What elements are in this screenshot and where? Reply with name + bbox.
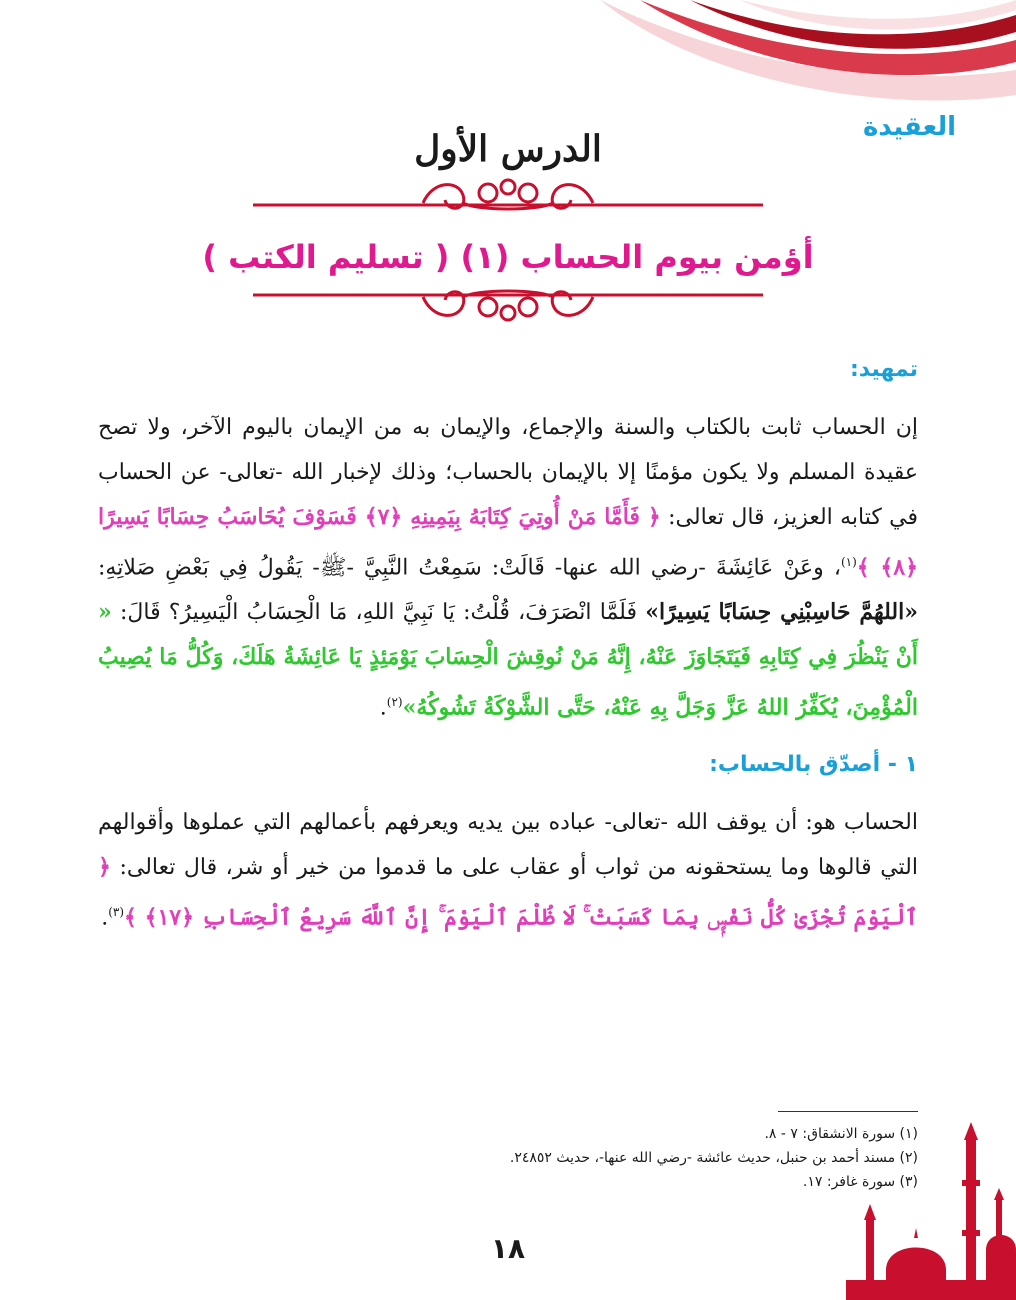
lesson-label: الدرس الأول (414, 128, 602, 170)
footnotes (218, 1122, 918, 1194)
lesson-main-title: أؤمن بيوم الحساب (١) ( تسليم الكتب ) (202, 238, 814, 276)
footnote-ref-1: (١) (840, 555, 857, 569)
subject-label: العقيدة (862, 112, 956, 142)
footnote-1: (١) سورة الانشقاق: ٧ - ٨. (764, 1126, 918, 1142)
intro-text-2: ، وعَنْ عَائِشَةَ -رضي الله عنها- قَالَتْ: سَمِعْتُ النَّبِيَّ -ﷺ- يَقُولُ فِي بَعْضِ صَلاتِهِ: (98, 555, 841, 581)
corner-ribbon-decoration (0, 0, 1016, 200)
intro-text-3: فَلَمَّا انْصَرَفَ، قُلْتُ: يَا نَبِيَّ اللهِ، مَا الْحِسَابُ الْيَسِيرُ؟ قَالَ: (111, 600, 646, 626)
page-number: ١٨ (490, 1232, 526, 1265)
intro-heading: تمهيد: (849, 357, 918, 382)
bottom-ornament-divider (253, 285, 763, 325)
hadith-quote-2: « أَنْ يَنْظُرَ فِي كِتَابِهِ فَيَتَجَاوَزَ عَنْهُ، إِنَّهُ مَنْ نُوقِشَ الْحِسَابَ يَوْمَئِذٍ يَا عَائِشَةُ هَلَكَ، وَكُلُّ مَا يُصِيبُ الْمُؤْمِنَ، يُكَفِّرُ اللهُ عَزَّ وَجَلَّ بِهِ عَنْهُ، حَتَّى الشَّوْكَةُ تَشُوكُهُ» (98, 599, 918, 721)
footnote-ref-3: (٣) (108, 905, 125, 919)
top-ornament-divider (253, 175, 763, 215)
footnote-2: (٢) مسند أحمد بن حنبل، حديث عائشة -رضي الله عنها-، حديث ٢٤٨٥٢. (509, 1150, 918, 1166)
section-1-paragraph (98, 800, 918, 940)
quran-verse-1: ﴿ فَأَمَّا مَنْ أُوتِيَ كِتَابَهُ بِيَمِينِهِ ﴿٧﴾ فَسَوْفَ يُحَاسَبُ حِسَابًا يَسِيرًا ﴿٨﴾ ﴾ (98, 504, 918, 581)
quran-verse-2: ﴿ ٱلْيَوْمَ تُجْزَىٰ كُلُّ نَفْسٍۭ بِمَا كَسَبَتْ ۚ لَا ظُلْمَ ٱلْيَوْمَ ۚ إِنَّ ٱللَّهَ سَرِيعُ ٱلْحِسَابِ ﴿١٧﴾ ﴾ (98, 854, 918, 931)
section-1-end: . (101, 905, 109, 931)
mosque-silhouette-icon (846, 1120, 1016, 1300)
footnote-ref-2: (٢) (386, 695, 403, 710)
intro-paragraph (98, 405, 918, 731)
section-1-heading: ١ - أصدّق بالحساب: (709, 752, 918, 777)
intro-end: . (379, 695, 387, 721)
section-1-text: الحساب هو: أن يوقف الله -تعالى- عباده بين يديه ويعرفهم بأعمالهم التي عملوها وأقوالهم التي قالوها وما يستحقونه من ثواب أو عقاب على ما قدموا من خير أو شر، قال تعالى: (98, 810, 918, 880)
intro-text-1: إن الحساب ثابت بالكتاب والسنة والإجماع، والإيمان به من الإيمان باليوم الآخر، ولا تصح عقيدة المسلم ولا يكون مؤمنًا إلا بالإيمان بالحساب؛ وذلك لإخبار الله -تعالى- عن الحساب في كتابه العزيز، قال تعالى: (98, 415, 918, 530)
hadith-quote-1: «اللهُمَّ حَاسِبْنِي حِسَابًا يَسِيرًا» (645, 599, 918, 626)
footnote-3: (٣) سورة غافر: ١٧. (802, 1174, 918, 1190)
footnote-separator (778, 1111, 918, 1112)
